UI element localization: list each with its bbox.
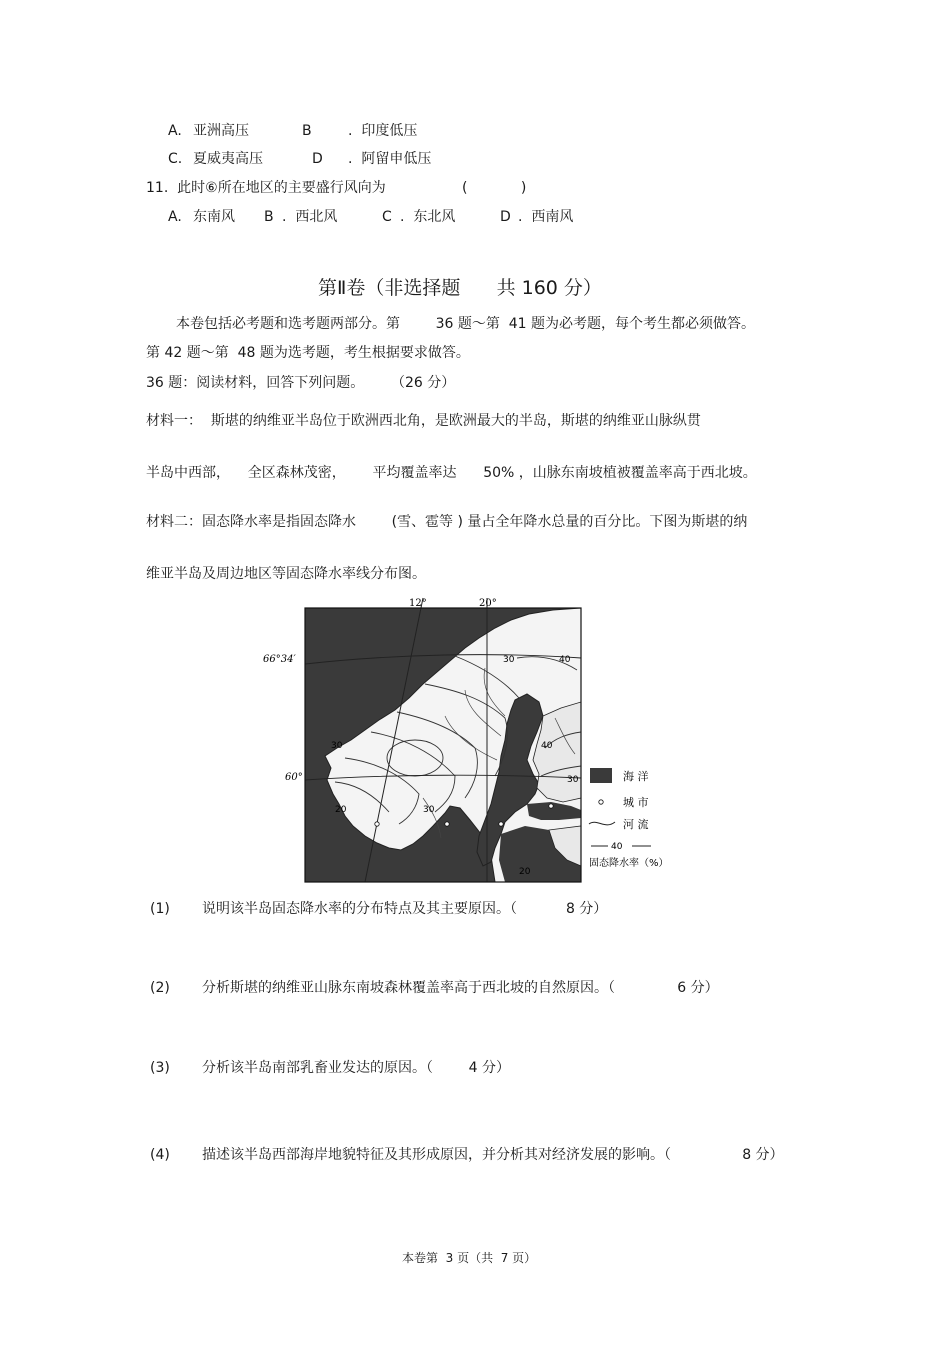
material-2-line-1: 材料二：固态降水率是指固态降水 (雪、雹等 ) 量占全年降水总量的百分比。下图为斯堪的纳 — [146, 514, 748, 530]
section-title: 第Ⅱ卷（非选择题 共 160 分） — [318, 277, 602, 299]
q11-option-d-letter: D — [500, 209, 511, 225]
legend-city-symbol — [599, 800, 603, 804]
map-svg — [263, 598, 705, 883]
page-footer: 本卷第 3 页（共 7 页） — [402, 1251, 537, 1265]
q10-option-c-text: 夏威夷高压 — [193, 151, 263, 167]
label-lat-60: 60° — [285, 772, 303, 783]
subquestion-text: 分析斯堪的纳维亚山脉东南坡森林覆盖率高于西北坡的自然原因。（ 6 分） — [202, 980, 719, 996]
subquestion-text: 描述该半岛西部海岸地貌特征及其形成原因，并分析其对经济发展的影响。（ 8 分） — [202, 1147, 784, 1163]
legend-river-label: 河 流 — [623, 818, 649, 831]
q11-option-a-letter: A. — [168, 209, 182, 225]
material-1-line-2: 半岛中西部， 全区森林茂密， 平均覆盖率达 50% ，山脉东南坡植被覆盖率高于西北坡。 — [146, 465, 757, 481]
legend-sea-label: 海 洋 — [623, 770, 649, 783]
q11-option-b-letter: B — [264, 209, 274, 225]
q11-option-c-letter: C — [382, 209, 392, 225]
iso-label: 30 — [423, 805, 435, 815]
material-1-line-1: 材料一： 斯堪的纳维亚半岛位于欧洲西北角，是欧洲最大的半岛，斯堪的纳维亚山脉纵贯 — [146, 413, 701, 429]
legend-isoline-value: 40 — [611, 842, 623, 852]
q11-option-a-text: 东南风 — [193, 209, 235, 225]
subquestion-number: (2) — [150, 980, 170, 996]
subquestion-text: 分析该半岛南部乳畜业发达的原因。（ 4 分） — [202, 1060, 510, 1076]
legend-city-label: 城 市 — [623, 796, 649, 809]
iso-label: 40 — [559, 655, 571, 665]
label-lat-66: 66°34′ — [263, 654, 296, 665]
q11-option-c-text: . 东北风 — [400, 209, 456, 225]
legend-isoline-label: 固态降水率（%） — [589, 858, 669, 869]
iso-label: 40 — [541, 741, 553, 751]
label-lon-12: 12° — [409, 598, 427, 609]
q10-option-b-text: . 印度低压 — [348, 123, 418, 139]
q10-option-d-text: . 阿留申低压 — [348, 151, 432, 167]
q10-option-a-letter: A. — [168, 123, 182, 139]
q10-option-b-letter: B — [302, 123, 312, 139]
legend-sea-swatch — [590, 768, 612, 783]
iso-label: 30 — [503, 655, 515, 665]
iso-label: 20 — [519, 867, 531, 877]
legend-river-symbol — [589, 822, 615, 825]
scandinavia-solid-precip-map — [263, 598, 705, 883]
q11-option-b-text: . 西北风 — [282, 209, 338, 225]
q11-stem: 11. 此时⑥所在地区的主要盛行风向为 — [146, 180, 386, 196]
label-lon-20: 20° — [479, 598, 497, 609]
q10-option-c-letter: C. — [168, 151, 183, 167]
iso-label: 30 — [331, 741, 343, 751]
q10-option-d-letter: D — [312, 151, 323, 167]
q11-answer-paren: ( ) — [462, 180, 527, 196]
subquestion-text: 说明该半岛固态降水率的分布特点及其主要原因。（ 8 分） — [202, 901, 608, 917]
q11-option-d-text: . 西南风 — [518, 209, 574, 225]
subquestion-number: (3) — [150, 1060, 170, 1076]
subquestion-number: (4) — [150, 1147, 170, 1163]
material-2-line-2: 维亚半岛及周边地区等固态降水率线分布图。 — [146, 566, 426, 582]
iso-label: 30 — [567, 775, 579, 785]
q36-stem: 36 题：阅读材料，回答下列问题。 （26 分） — [146, 375, 456, 391]
intro-line-1: 本卷包括必考题和选考题两部分。第 36 题～第 41 题为必考题，每个考生都必须做答。 — [176, 316, 756, 332]
q10-option-a-text: 亚洲高压 — [193, 123, 249, 139]
iso-label: 20 — [335, 805, 347, 815]
subquestion-number: (1) — [150, 901, 170, 917]
intro-line-2: 第 42 题～第 48 题为选考题，考生根据要求做答。 — [146, 345, 470, 361]
